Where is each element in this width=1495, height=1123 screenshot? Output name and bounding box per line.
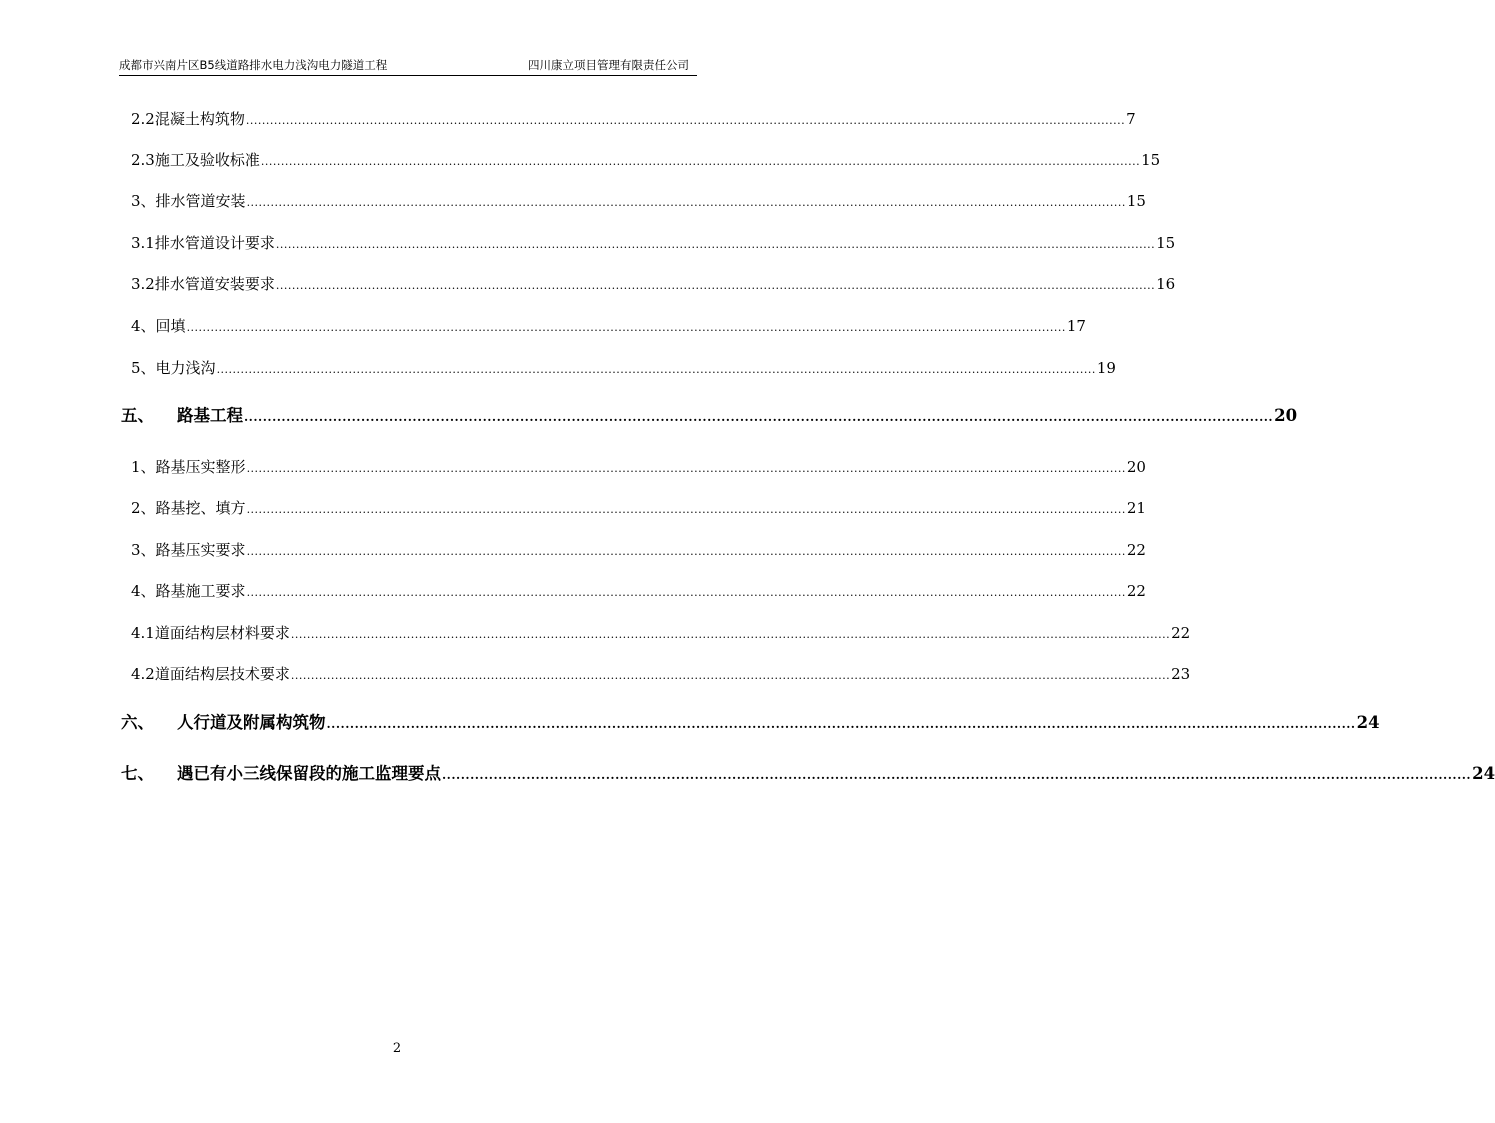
toc-entry-page: 20: [1126, 458, 1146, 476]
toc-entry[interactable]: [131, 539, 1146, 561]
toc-entry-page: 23: [1171, 665, 1191, 683]
dot-leader: ............................................................................................................................................................................................................................: [216, 363, 1096, 376]
toc-entry-title: 路基工程: [177, 406, 243, 425]
toc-entry[interactable]: [131, 663, 1191, 685]
toc-entry-number: 七、: [121, 764, 154, 783]
dot-leader: ............................................................................................................................................................................................................................: [246, 462, 1126, 475]
toc-entry-page: 15: [1141, 151, 1161, 169]
toc-entry-number: 五、: [121, 406, 154, 425]
toc-entry-number: 2.2: [131, 110, 155, 128]
toc-entry[interactable]: [131, 108, 1136, 130]
toc-entry-page: 15: [1126, 192, 1146, 210]
toc-entry-number: 3.2: [131, 275, 155, 293]
toc-entry-title: 路基挖、填方: [155, 499, 246, 517]
toc-chapter-entry[interactable]: [121, 763, 1495, 785]
toc-entry-number: 3、: [131, 541, 156, 559]
toc-entry-page: 17: [1066, 317, 1086, 335]
dot-leader: ............................................................................................................................................................................................................................: [246, 545, 1126, 558]
toc-entry-number: 六、: [121, 713, 154, 732]
toc-entry-title: 电力浅沟: [155, 359, 216, 377]
toc-entry-page: 21: [1126, 499, 1146, 517]
dot-leader: ............................................................................................................................................................................................................................: [245, 114, 1126, 127]
dot-leader: ............................................................................................................................................................................................................................: [186, 321, 1066, 334]
toc-entry-number: 3、: [131, 192, 156, 210]
toc-entry-number: 4.2: [131, 665, 155, 683]
toc-entry-title: 回填: [155, 317, 186, 335]
toc-chapter-entry[interactable]: [121, 712, 1380, 734]
dot-leader: ............................................................................................................................................................................................................................: [326, 717, 1356, 731]
dot-leader: ............................................................................................................................................................................................................................: [290, 628, 1171, 641]
dot-leader: ............................................................................................................................................................................................................................: [246, 503, 1126, 516]
toc-entry-page: 7: [1126, 110, 1136, 128]
toc-entry-title: 路基压实整形: [155, 458, 246, 476]
dot-leader: ............................................................................................................................................................................................................................: [275, 279, 1156, 292]
toc-entry-title: 道面结构层材料要求: [154, 624, 290, 642]
toc-entry-title: 路基压实要求: [155, 541, 246, 559]
toc-chapter-entry[interactable]: [121, 405, 1298, 427]
toc-entry-number: 3.1: [131, 234, 155, 252]
toc-entry-page: 15: [1156, 234, 1176, 252]
toc-entry-title: 人行道及附属构筑物: [177, 713, 326, 732]
toc-entry[interactable]: [131, 315, 1086, 337]
toc-entry[interactable]: [131, 190, 1146, 212]
toc-entry-number: 1、: [131, 458, 156, 476]
toc-entry[interactable]: [131, 456, 1146, 478]
toc-entry-number: 5、: [131, 359, 156, 377]
toc-entry-title: 路基施工要求: [155, 582, 246, 600]
toc-entry-page: 22: [1126, 541, 1146, 559]
toc-entry[interactable]: [131, 580, 1146, 602]
dot-leader: ............................................................................................................................................................................................................................: [246, 586, 1126, 599]
toc-entry[interactable]: [131, 497, 1146, 519]
toc-entry[interactable]: [131, 232, 1176, 254]
toc-entry-number: 4、: [131, 582, 156, 600]
page-header: [119, 57, 697, 76]
toc-entry[interactable]: [131, 149, 1161, 171]
toc-entry-title: 排水管道安装: [155, 192, 246, 210]
toc-entry-title: 道面结构层技术要求: [154, 665, 290, 683]
dot-leader: ............................................................................................................................................................................................................................: [275, 238, 1156, 251]
toc-entry-page: 19: [1096, 359, 1116, 377]
toc-entry-title: 排水管道安装要求: [154, 275, 275, 293]
header-project-title: 成都市兴南片区B5线道路排水电力浅沟电力隧道工程: [119, 58, 388, 72]
toc-entry-title: 施工及验收标准: [154, 151, 260, 169]
toc-entry-page: 24: [1356, 713, 1380, 732]
dot-leader: ............................................................................................................................................................................................................................: [260, 155, 1141, 168]
page-number: 2: [392, 1041, 402, 1056]
dot-leader: ............................................................................................................................................................................................................................: [244, 410, 1274, 424]
toc-entry-title: 混凝土构筑物: [154, 110, 245, 128]
dot-leader: ............................................................................................................................................................................................................................: [442, 768, 1472, 782]
toc-entry[interactable]: [131, 357, 1116, 379]
toc-entry-title: 遇已有小三线保留段的施工监理要点: [177, 764, 441, 783]
header-company-name: 四川康立项目管理有限责任公司: [528, 58, 689, 72]
toc-entry-title: 排水管道设计要求: [154, 234, 275, 252]
toc-entry-number: 4、: [131, 317, 156, 335]
toc-entry-number: 2、: [131, 499, 156, 517]
toc-entry-page: 22: [1171, 624, 1191, 642]
toc-entry-page: 22: [1126, 582, 1146, 600]
toc-entry-page: 24: [1472, 764, 1495, 783]
toc-entry-number: 2.3: [131, 151, 155, 169]
dot-leader: ............................................................................................................................................................................................................................: [246, 196, 1126, 209]
toc-entry[interactable]: [131, 273, 1176, 295]
dot-leader: ............................................................................................................................................................................................................................: [290, 669, 1171, 682]
toc-entry[interactable]: [131, 622, 1191, 644]
toc-entry-page: 20: [1274, 406, 1298, 425]
toc-entry-number: 4.1: [131, 624, 155, 642]
toc-entry-page: 16: [1156, 275, 1176, 293]
